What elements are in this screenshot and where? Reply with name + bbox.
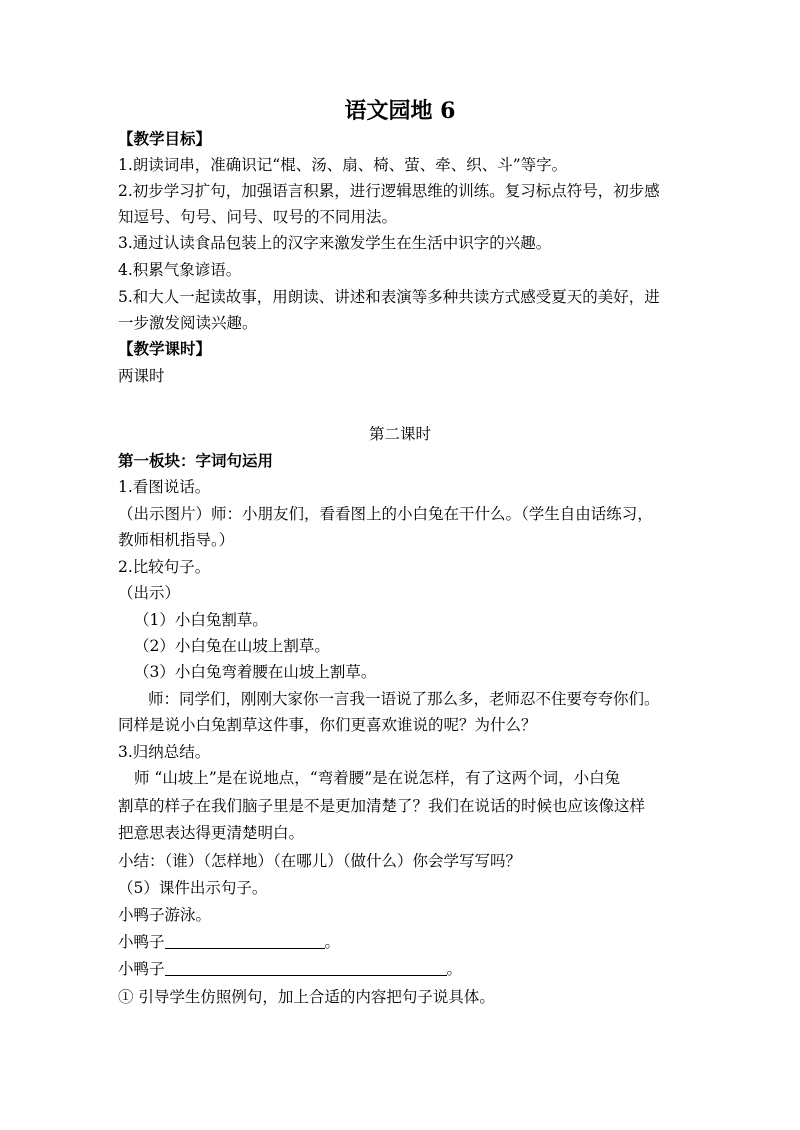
body-line: （3）小白兔弯着腰在山坡上割草。 xyxy=(134,663,377,681)
goal-line: 4.积累气象谚语。 xyxy=(118,261,242,279)
hours-value: 两课时 xyxy=(118,367,165,385)
fill-in-line xyxy=(118,931,340,953)
fill-in-line xyxy=(118,958,462,980)
body-line: 割草的样子在我们脑子里是不是更加清楚了？我们在说话的时候也应该像这样 xyxy=(118,797,646,815)
body-line: 把意思表达得更清楚明白。 xyxy=(118,824,305,842)
goal-line: 一步激发阅读兴趣。 xyxy=(118,314,258,332)
document-title: 语文园地 6 xyxy=(344,98,456,124)
body-line: 小鸭子游泳。 xyxy=(118,906,212,924)
body-line: （出示） xyxy=(118,584,181,602)
body-line: 教师相机指导。） xyxy=(118,531,235,549)
lesson-title: 第二课时 xyxy=(368,425,431,443)
hours-heading: 【教学课时】 xyxy=(118,339,212,358)
goal-line: 知逗号、句号、问号、叹号的不同用法。 xyxy=(118,208,398,226)
body-line: 1.看图说话。 xyxy=(118,478,211,496)
body-line: 同样是说小白兔割草这件事，你们更喜欢谁说的呢？为什么？ xyxy=(118,716,537,734)
body-line: （5）课件出示句子。 xyxy=(118,879,268,897)
fill-in-prefix: 小鸭子 xyxy=(118,960,165,978)
block-heading: 第一板块：字词句运用 xyxy=(118,451,274,470)
body-line: （2）小白兔在山坡上割草。 xyxy=(134,637,330,655)
fill-in-prefix: 小鸭子 xyxy=(118,933,165,951)
body-line: 3.归纳总结。 xyxy=(118,743,211,761)
body-line: 2.比较句子。 xyxy=(118,558,211,576)
body-line: （1）小白兔割草。 xyxy=(134,611,268,629)
fill-in-suffix: 。 xyxy=(324,933,341,951)
goal-line: 2.初步学习扩句，加强语言积累，进行逻辑思维的训练。复习标点符号，初步感 xyxy=(118,182,660,200)
body-line: 小结：（谁）（怎样地）（在哪儿）（做什么）你会学写写吗？ xyxy=(118,852,522,870)
goal-line: 5.和大人一起读故事，用朗读、讲述和表演等多种共读方式感受夏天的美好，进 xyxy=(118,288,660,306)
body-line: 师：同学们，刚刚大家你一言我一语说了那么多，老师忍不住要夸夸你们。 xyxy=(148,690,660,708)
goal-line: 1.朗读词串，准确识记“棍、汤、扇、椅、萤、牵、织、斗”等字。 xyxy=(118,156,568,174)
fill-in-blank[interactable] xyxy=(165,959,447,976)
body-line: （出示图片）师：小朋友们，看看图上的小白兔在干什么。（学生自由话练习， xyxy=(118,505,653,523)
goals-heading: 【教学目标】 xyxy=(118,129,212,148)
fill-in-blank[interactable] xyxy=(165,932,325,949)
goal-line: 3.通过认读食品包装上的汉字来激发学生在生活中识字的兴趣。 xyxy=(118,234,552,252)
instruction-line: ① 引导学生仿照例句，加上合适的内容把句子说具体。 xyxy=(118,988,495,1006)
body-line: 师 “山坡上”是在说地点，“弯着腰”是在说怎样，有了这两个词，小白兔 xyxy=(134,769,621,787)
fill-in-suffix: 。 xyxy=(446,960,463,978)
